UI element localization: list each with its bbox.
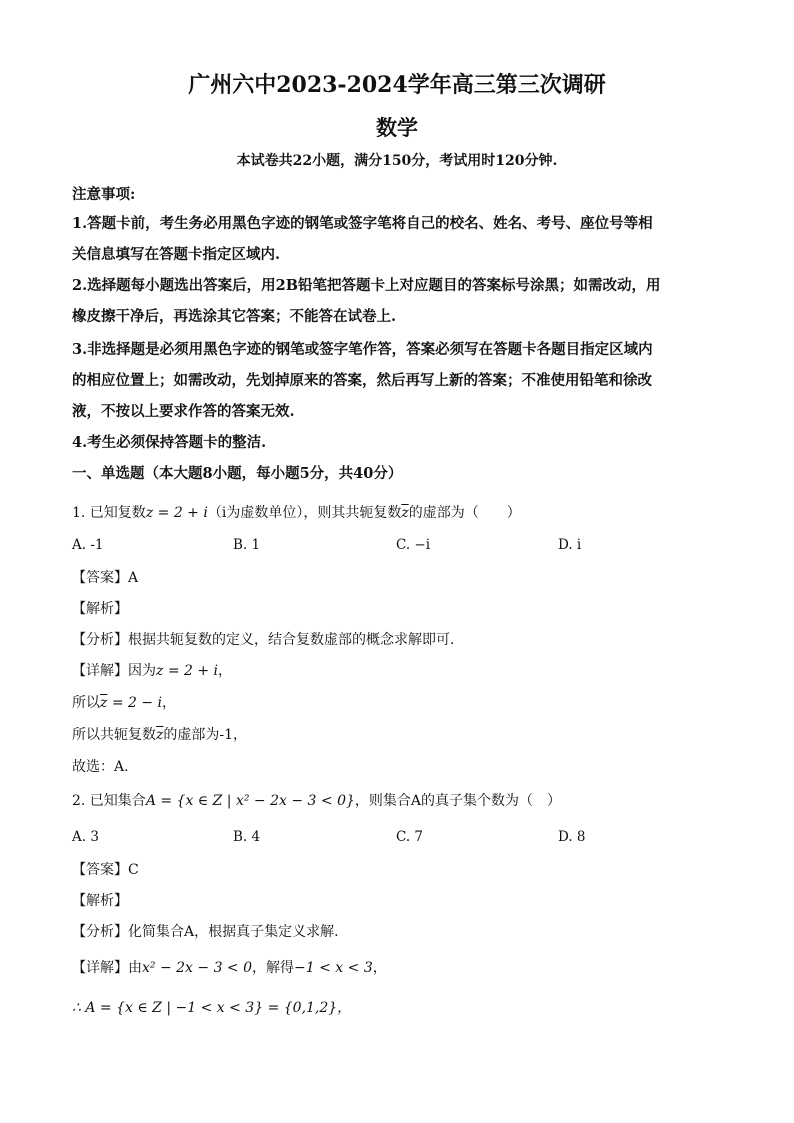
- q2-option-a: A. 3: [72, 829, 99, 845]
- question-2-stem: 2. 已知集合A = {x ∈ Z | x² − 2x − 3 < 0}，则集合A的真子集个数为（ ）: [72, 793, 562, 809]
- q2-fenxi: 【分析】化简集合A，根据真子集定义求解.: [72, 924, 339, 940]
- exam-info: 本试卷共22小题，满分150分，考试用时120分钟.: [236, 153, 558, 169]
- q1-choice: 故选：A.: [72, 759, 129, 775]
- note-3a: 3.非选择题是必须用黑色字迹的钢笔或签字笔作答，答案必须写在答题卡各题目指定区域内: [72, 341, 653, 358]
- exam-title: 广州六中2023-2024学年高三第三次调研: [188, 72, 606, 98]
- q2-option-c: C. 7: [396, 829, 424, 845]
- note-3c: 液，不按以上要求作答的答案无效.: [72, 403, 295, 420]
- note-1a: 1.答题卡前，考生务必用黑色字迹的钢笔或签字笔将自己的校名、姓名、考号、座位号等相: [72, 215, 653, 232]
- q2-answer: 【答案】C: [72, 862, 139, 878]
- q2-set-formula: A = {x ∈ Z | x² − 2x − 3 < 0}: [145, 793, 355, 809]
- q1-analysis-label: 【解析】: [72, 601, 128, 617]
- q1-detail-2: 所以$\overline{z} = 2 - i$，: [72, 695, 177, 711]
- q2-detail-2: ∴ A = {x ∈ Z | −1 < x < 3} = {0,1,2}，: [72, 1000, 352, 1016]
- note-4: 4.考生必须保持答题卡的整洁.: [72, 434, 267, 451]
- q1-option-a: A. -1: [72, 537, 104, 553]
- q2-option-b: B. 4: [233, 829, 261, 845]
- q1-answer: 【答案】A: [72, 570, 139, 586]
- q1-conjugate-z: $\overline{z}$: [401, 505, 409, 521]
- q1-option-d: D. i: [558, 537, 582, 553]
- q1-detail-3: 所以共轭复数$\overline{z}$的虚部为-1，: [72, 727, 248, 743]
- q1-fenxi: 【分析】根据共轭复数的定义，结合复数虚部的概念求解即可.: [72, 632, 455, 648]
- note-3b: 的相应位置上；如需改动，先划掉原来的答案，然后再写上新的答案；不准使用铅笔和徐改: [72, 372, 652, 389]
- note-2a: 2.选择题每小题选出答案后，用2B铅笔把答题卡上对应题目的答案标号涂黑；如需改动，用: [72, 277, 661, 294]
- q1-option-b: B. 1: [233, 537, 261, 553]
- q1-detail-1: 【详解】因为z = 2 + i，: [72, 663, 233, 679]
- note-1b: 关信息填写在答题卡指定区域内.: [72, 246, 281, 263]
- q1-option-c: C. −i: [396, 537, 431, 553]
- question-1-stem: 1. 已知复数z = 2 + i（i为虚数单位），则其共轭复数$\overline{z}$的虚部为（ ）: [72, 505, 521, 521]
- section-heading: 一、单选题（本大题8小题，每小题5分，共40分）: [72, 465, 403, 482]
- note-2b: 橡皮擦干净后，再选涂其它答案；不能答在试卷上.: [72, 308, 397, 325]
- q2-analysis-label: 【解析】: [72, 893, 128, 909]
- q1-formula: z = 2 + i: [145, 505, 208, 521]
- subject-title: 数学: [376, 115, 418, 140]
- q2-option-d: D. 8: [558, 829, 586, 845]
- notes-heading: 注意事项:: [72, 186, 136, 203]
- q2-detail-1: 【详解】由x² − 2x − 3 < 0，解得−1 < x < 3，: [72, 960, 387, 976]
